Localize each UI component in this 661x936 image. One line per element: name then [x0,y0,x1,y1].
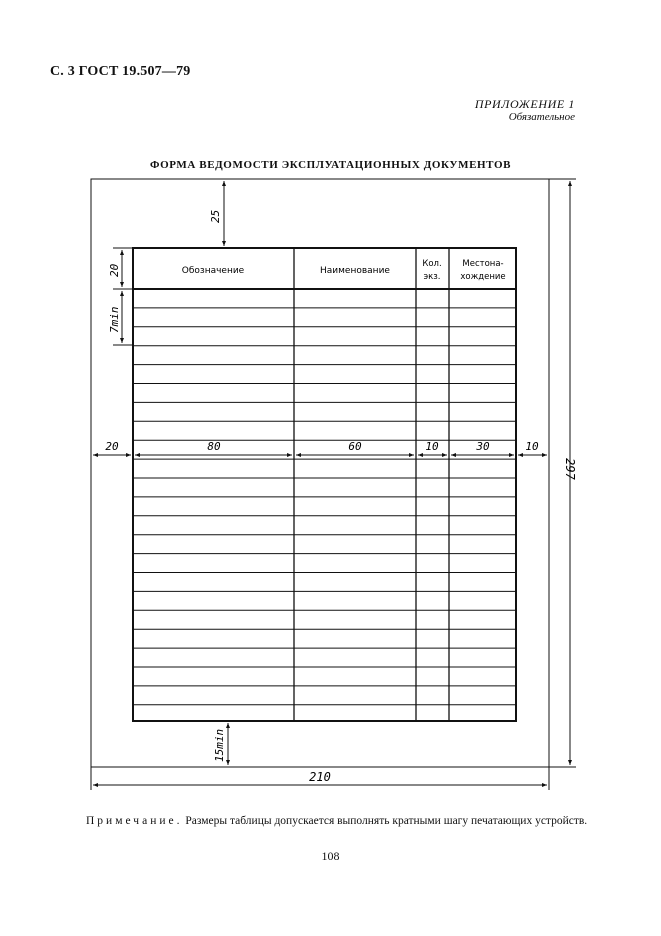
right-margin-label: 10 [525,440,539,453]
col-header-qty-1: Кол. [422,259,442,269]
top-margin-label: 25 [209,209,222,223]
col-header-qty-2: экз. [423,272,441,282]
col1-width-label: 80 [207,440,221,453]
col-header-name: Наименование [320,266,390,276]
page-height-label: 297 [563,458,577,480]
page-number: 108 [321,849,340,863]
table-border [133,248,516,721]
footnote-lead: Примечание. [86,815,183,827]
col-header-location-2: хождение [460,272,506,282]
col-header-designation: Обозначение [181,266,245,276]
col3-width-label: 10 [425,440,439,453]
form-title: ФОРМА ВЕДОМОСТИ ЭКСПЛУАТАЦИОННЫХ ДОКУМЕНТОВ [149,159,512,171]
header-row-height-label: 20 [108,263,121,277]
column-dividers [294,248,449,721]
footnote [86,815,587,827]
table-rows [133,308,516,705]
col-header-location-1: Местона- [462,259,504,269]
col4-width-label: 30 [476,440,490,453]
footnote-text: Размеры таблицы допускается выполнять кратными шагу печатающих устройств. [182,815,588,827]
page-width-label: 210 [309,770,331,784]
appendix-title: ПРИЛОЖЕНИЕ 1 [474,97,575,111]
col2-width-label: 60 [348,440,362,453]
page-header: С. 3 ГОСТ 19.507—79 [50,64,191,79]
appendix-status: Обязательное [508,111,575,123]
row-height-label: 7min [108,306,121,333]
left-margin-label: 20 [105,440,119,453]
bottom-margin-label: 15min [213,728,226,762]
